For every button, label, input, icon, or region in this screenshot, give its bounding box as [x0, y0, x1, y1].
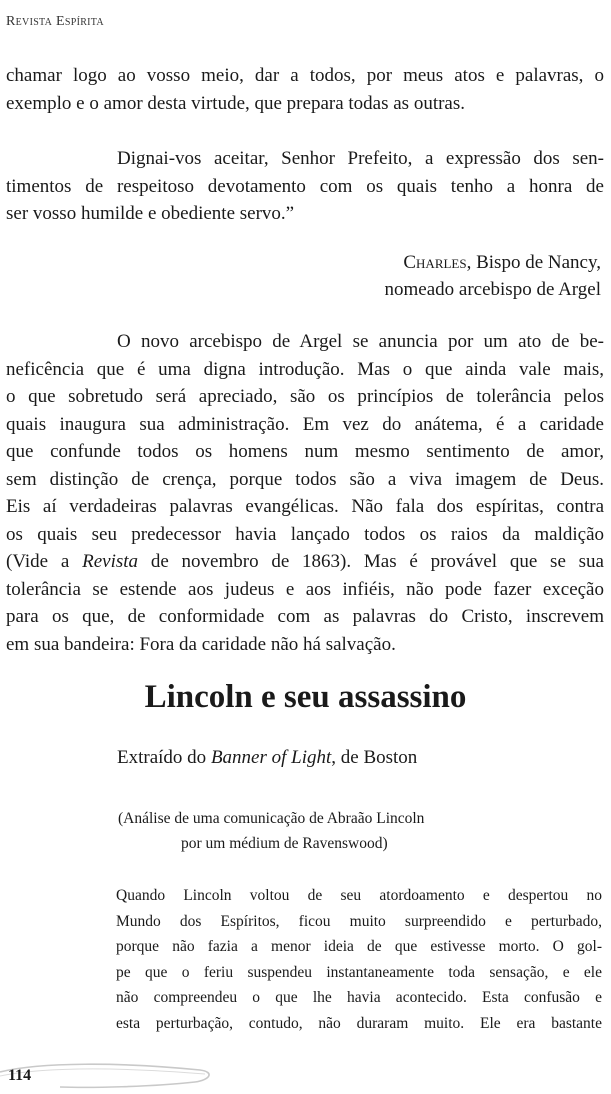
text-line: Eis aí verdadeiras palavras evangélicas. Não fala dos espíritas, contra	[6, 496, 604, 517]
text-line: O novo arcebispo de Argel se anuncia por um ato de be-	[117, 331, 604, 352]
text-line: ser vosso humilde e obediente servo.”	[6, 203, 295, 224]
text-line: o que sobretudo será apreciado, são os princípios de tolerância pelos	[6, 386, 604, 407]
analysis-note	[118, 806, 424, 856]
analysis-line-1: (Análise de uma comunicação de Abraão Lincoln	[118, 810, 425, 827]
text-line: que confunde todos os homens num mesmo sentimento de amor,	[6, 441, 604, 462]
article-title: Lincoln e seu assassino	[144, 679, 467, 715]
text-line: chamar logo ao vosso meio, dar a todos, por meus atos e palavras, o	[6, 65, 604, 86]
analysis-line-2: por um médium de Ravenswood)	[181, 835, 388, 852]
signature-name: Charles	[403, 252, 467, 273]
paragraph-closing	[6, 145, 604, 228]
paragraph-letter-end	[6, 62, 604, 117]
text-line: quais inaugura sua administração. Em vez do anátema, é a caridade	[6, 413, 604, 435]
running-header: Revista Espírita	[6, 14, 104, 29]
text-line: os quais seu predecessor havia lançado todos os raios da maldição	[6, 523, 604, 545]
text-fragment: (Vide a	[6, 551, 83, 572]
text-line: timentos de respeitoso devotamento com os quais tenho a honra de	[6, 175, 604, 197]
text-line: Dignai-vos aceitar, Senhor Prefeito, a expressão dos sen-	[117, 148, 604, 169]
subtitle-fragment: , de Boston	[331, 747, 418, 768]
text-line: neficência que é uma digna introdução. Mas o que ainda vale mais,	[6, 358, 604, 380]
footer-swoosh-ornament	[0, 1060, 230, 1094]
text-line: Quando Lincoln voltou de seu atordoamento e despertou no	[116, 887, 602, 904]
text-fragment: de novembro de 1863). Mas é provável que se sua	[138, 551, 604, 572]
text-line: pe que o feriu suspendeu instantaneamente toda sensação, e ele	[116, 963, 602, 981]
signature-line-1	[385, 249, 602, 276]
italic-title: Revista	[82, 551, 139, 572]
subtitle-fragment: Extraído do	[117, 747, 211, 768]
signature-block	[385, 249, 602, 303]
text-line: porque não fazia a menor ideia de que estivesse morto. O gol-	[116, 938, 602, 955]
text-line: não compreendeu o que lhe havia acontecido. Esta confusão e	[116, 989, 602, 1006]
text-line: Mundo dos Espíritos, ficou muito surpreendido e perturbado,	[116, 912, 602, 930]
paragraph-commentary	[6, 328, 604, 658]
text-line: em sua bandeira: Fora da caridade não há salvação.	[6, 633, 396, 655]
article-body	[116, 883, 602, 1036]
text-line: tolerância se estende aos judeus e aos infiéis, não pode fazer exceção	[6, 578, 604, 600]
text-line: exemplo e o amor desta virtude, que prepara todas as outras.	[6, 92, 466, 114]
page-number: 114	[8, 1067, 32, 1084]
text-line: para os que, de conformidade com as palavras do Cristo, inscrevem	[6, 606, 604, 627]
text-line: esta perturbação, contudo, não duraram muito. Ele era bastante	[116, 1014, 602, 1032]
italic-source: Banner of Light	[210, 747, 332, 768]
text-line: sem distinção de crença, porque todos são a viva imagem de Deus.	[6, 468, 604, 490]
article-subtitle	[117, 747, 417, 769]
text-line-with-italic	[6, 548, 604, 576]
signature-line-2: nomeado arcebispo de Argel	[384, 279, 601, 300]
signature-title: , Bispo de Nancy,	[466, 252, 601, 273]
